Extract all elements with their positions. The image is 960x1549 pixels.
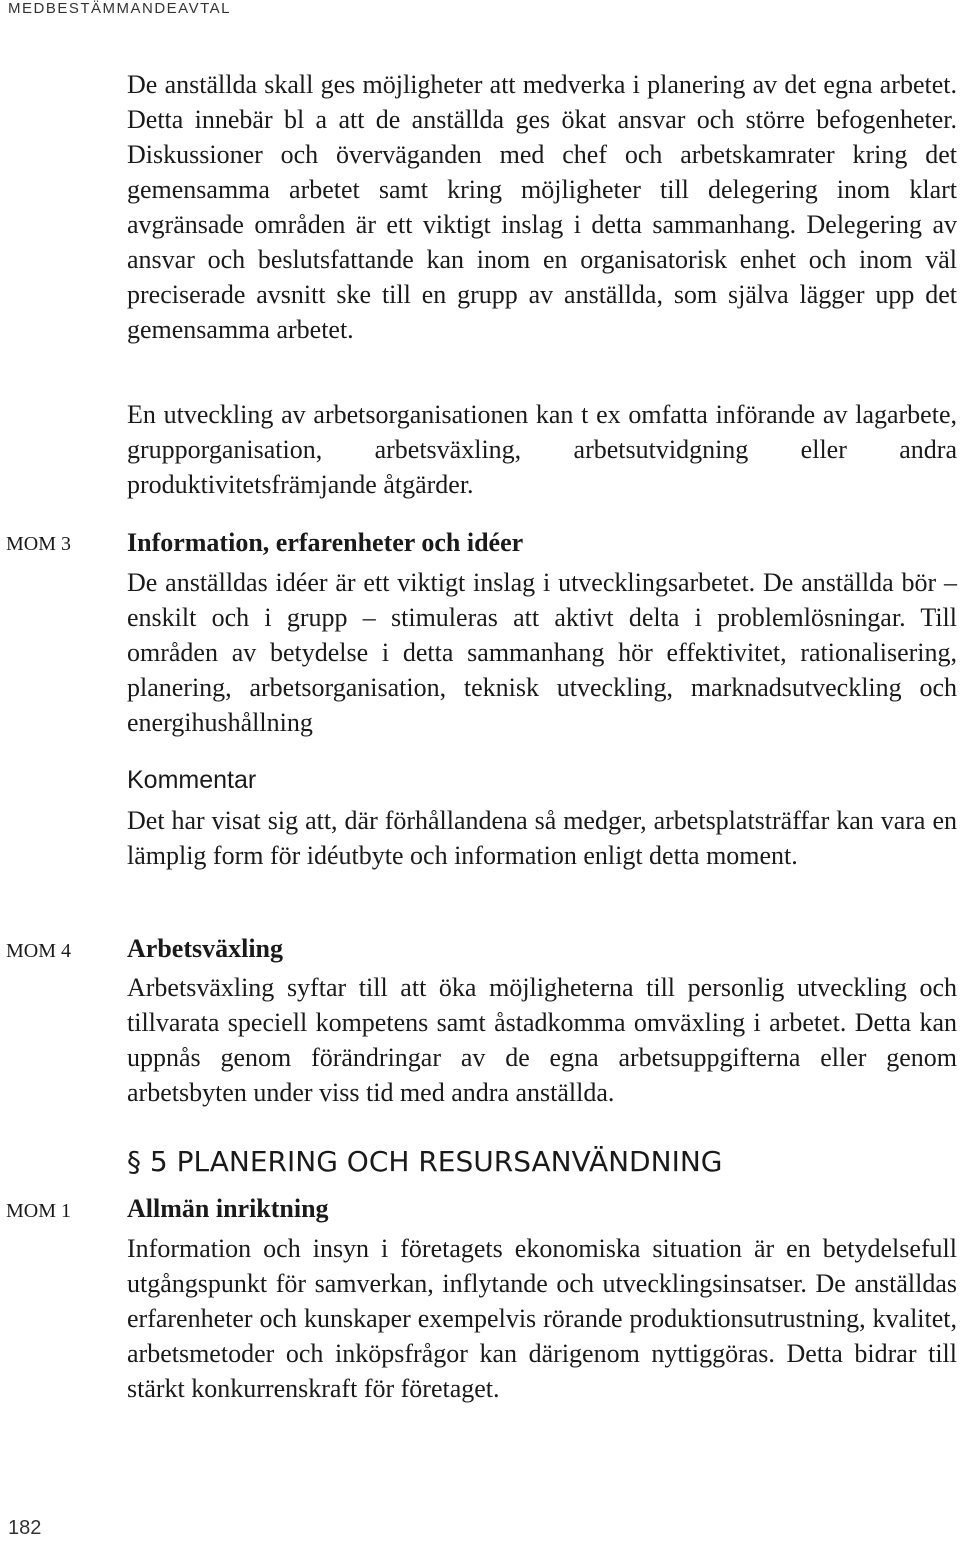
intro-paragraph-2: En utveckling av arbetsorganisationen kan t ex omfatta införande av lagarbete, grupporganisation, arbetsväxling, arbetsutvidgning eller andra produktivitetsfrämjande åtgärder. bbox=[127, 400, 957, 499]
section-5-title: § 5 PLANERING OCH RESURSANVÄNDNING bbox=[127, 1145, 723, 1178]
mom-4-body: Arbetsväxling syftar till att öka möjligheterna till personlig utveckling och tillvarata speciell kompetens samt åstadkomma omväxling i arbetet. Detta kan uppnås genom förändringar av de egna arbetsuppgifterna eller genom arbetsbyten under viss tid med andra anställda. bbox=[127, 973, 957, 1107]
mom-4-heading: Arbetsväxling bbox=[127, 934, 283, 963]
mom-3-label: MOM 3 bbox=[6, 533, 72, 555]
intro-paragraph-1: De anställda skall ges möjligheter att medverka i planering av det egna arbetet. Detta innebär bl a att de anställda ges ökat ansvar och större befogenheter. Diskussioner och överväganden med chef och arbetskamrater kring det gemensamma arbetet samt kring möjligheter till delegering inom klart avgränsade områden är ett viktigt inslag i detta sammanhang. Delegering av ansvar och beslutsfattande kan inom en organisatorisk enhet och inom väl preciserade avsnitt ske till en grupp av anställda, som själva lägger upp det gemensamma arbetet. bbox=[127, 70, 957, 344]
page-number: 182 bbox=[8, 1517, 42, 1539]
mom-3-body: De anställdas idéer är ett viktigt inslag i utvecklingsarbetet. De anställda bör – enskilt och i grupp – stimuleras att aktivt delta i problemlösningar. Till områden av betydelse i detta sammanhang hör effektivitet, rationalisering, planering, arbetsorganisation, teknisk utveckling, marknadsutveckling och energihushållning bbox=[127, 568, 957, 737]
kommentar-heading: Kommentar bbox=[127, 766, 257, 794]
mom-4-label: MOM 4 bbox=[6, 940, 72, 962]
mom-3-heading: Information, erfarenheter och idéer bbox=[127, 528, 524, 557]
mom-1-heading: Allmän inriktning bbox=[127, 1194, 329, 1223]
kommentar-body: Det har visat sig att, där förhållandena så medger, arbetsplatsträffar kan vara en lämplig form för idéutbyte och information enligt detta moment. bbox=[127, 806, 957, 870]
mom-1-body: Information och insyn i företagets ekonomiska situation är en betydelsefull utgångspunkt för samverkan, inflytande och utvecklingsinsatser. De anställdas erfarenheter och kunskaper exempelvis rörande produktionsutrustning, kvalitet, arbetsmetoder och inköpsfrågor kan därigenom nyttiggöras. Detta bidrar till stärkt konkurrenskraft för företaget. bbox=[127, 1234, 957, 1403]
running-head: MEDBESTÄMMANDEAVTAL bbox=[8, 0, 231, 17]
mom-1-label: MOM 1 bbox=[6, 1200, 72, 1222]
